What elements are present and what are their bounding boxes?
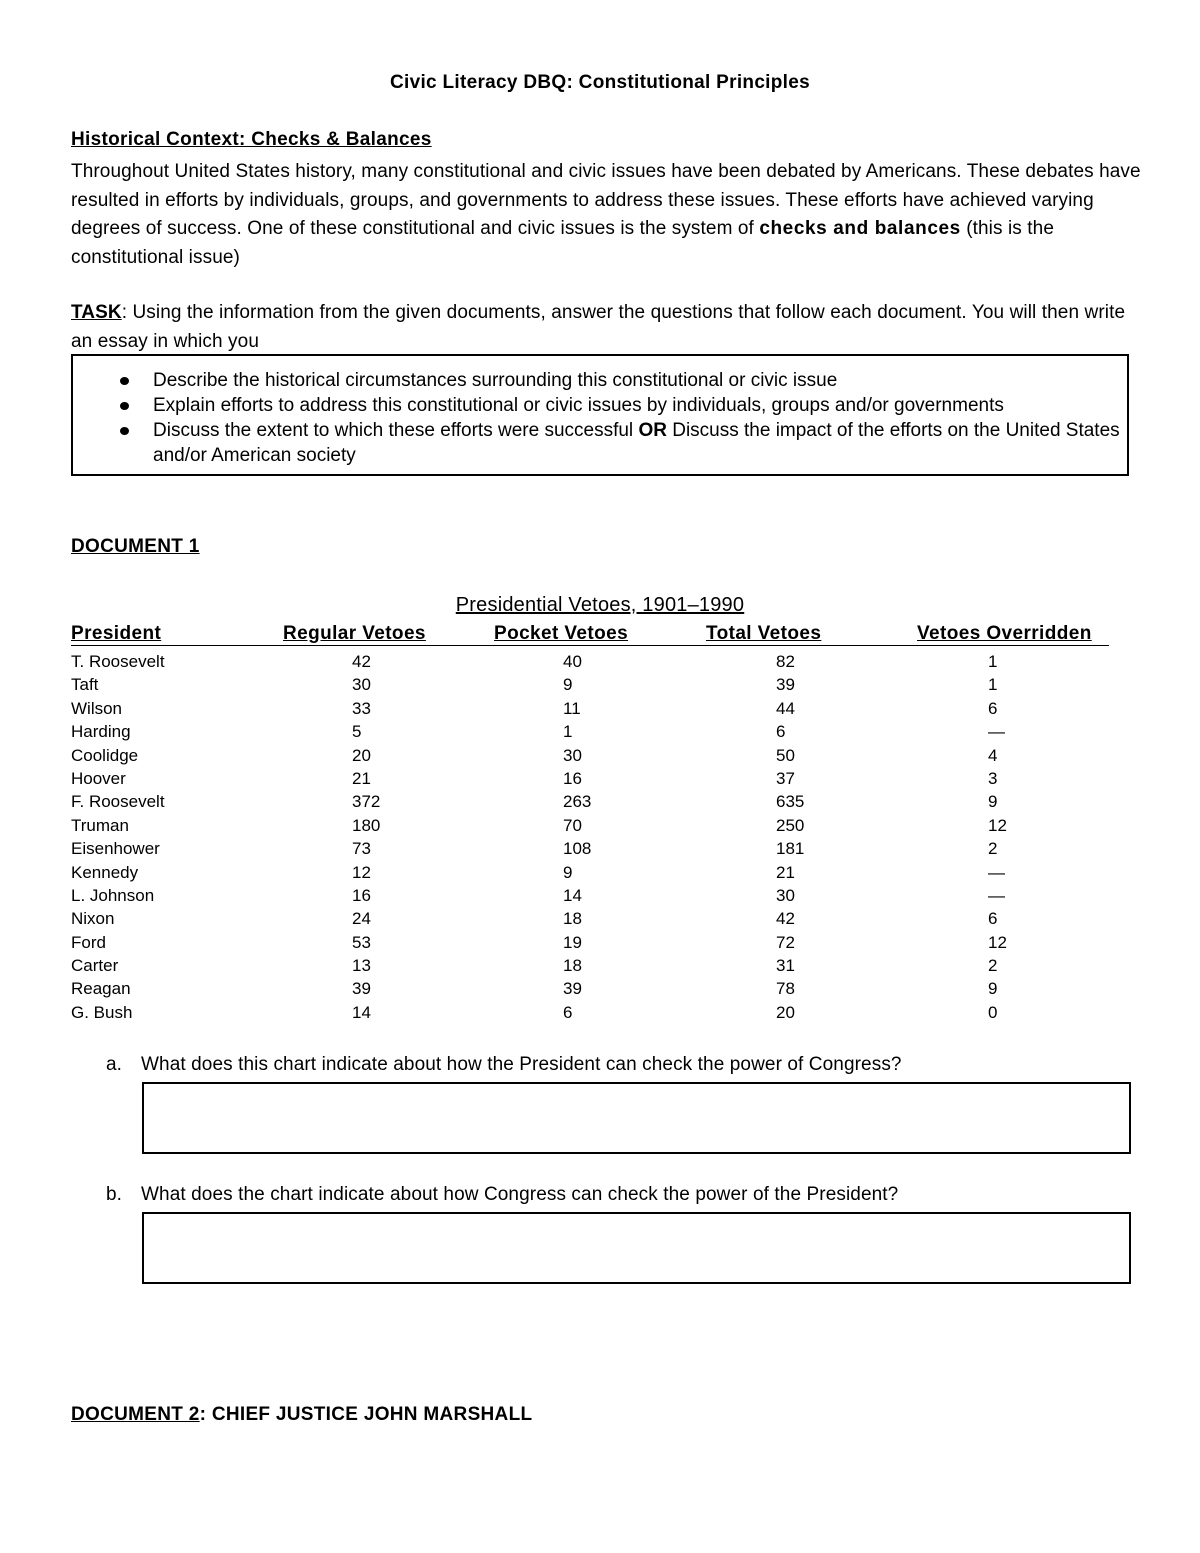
column-header-regular-vetoes: Regular Vetoes — [283, 623, 426, 644]
task-bullet-1-text: Describe the historical circumstances surrounding this constitutional or civic issue — [153, 370, 838, 391]
total-vetoes-cell: 37 — [776, 768, 795, 788]
table-row — [0, 1001, 1200, 1024]
question-b-text: What does the chart indicate about how Congress can check the power of the President? — [141, 1184, 899, 1205]
column-header-vetoes-overridden: Vetoes Overridden — [917, 623, 1092, 644]
total-vetoes-cell: 44 — [776, 698, 795, 718]
table-row — [0, 954, 1200, 977]
regular-vetoes-cell: 14 — [352, 1002, 371, 1022]
regular-vetoes-cell: 24 — [352, 909, 371, 929]
total-vetoes-cell: 31 — [776, 956, 795, 976]
president-cell: Carter — [71, 956, 119, 976]
vetoes-overridden-cell: — — [988, 722, 1005, 742]
table-title: Presidential Vetoes, 1901–1990 — [455, 594, 745, 616]
page-title: Civic Literacy DBQ: Constitutional Principles — [390, 72, 810, 93]
regular-vetoes-cell: 42 — [352, 652, 371, 671]
vetoes-overridden-cell: 12 — [988, 932, 1007, 952]
vetoes-overridden-cell: 12 — [988, 815, 1007, 835]
question-a-label: a. — [106, 1054, 123, 1075]
context-heading: Historical Context: Checks & Balances — [71, 129, 432, 150]
vetoes-overridden-cell: 3 — [988, 768, 998, 788]
document-2-heading — [71, 1404, 532, 1426]
president-cell: Taft — [71, 675, 99, 695]
president-cell: Harding — [71, 722, 131, 742]
total-vetoes-cell: 250 — [776, 815, 805, 835]
table-row — [0, 673, 1200, 696]
table-row — [0, 931, 1200, 954]
table-row — [0, 814, 1200, 837]
task-box — [71, 354, 1129, 476]
task-bullet-3-bold: OR — [638, 420, 667, 441]
pocket-vetoes-cell: 16 — [563, 768, 582, 788]
context-text-before: Throughout United States history, many constitutional and civic issues have been debated by Americans. These debates have resulted in efforts by individuals, groups, and governments to address these issues. These efforts have achieved varying degrees of success. One of these constitutional and civic issues is the system of — [71, 161, 1141, 239]
total-vetoes-cell: 181 — [776, 839, 805, 859]
vetoes-overridden-cell: 0 — [988, 1002, 998, 1022]
regular-vetoes-cell: 30 — [352, 675, 371, 695]
president-cell: Reagan — [71, 979, 131, 999]
president-cell: Hoover — [71, 768, 126, 788]
document-1-heading: DOCUMENT 1 — [71, 536, 200, 557]
pocket-vetoes-cell: 70 — [563, 815, 582, 835]
pocket-vetoes-cell: 108 — [563, 839, 592, 859]
table-row — [0, 861, 1200, 884]
president-cell: F. Roosevelt — [71, 792, 165, 812]
vetoes-overridden-cell: 4 — [988, 745, 998, 765]
pocket-vetoes-cell: 40 — [563, 652, 582, 671]
document-2-title: : CHIEF JUSTICE JOHN MARSHALL — [199, 1404, 533, 1425]
president-cell: Kennedy — [71, 862, 139, 882]
vetoes-overridden-cell: 1 — [988, 652, 998, 671]
president-cell: Eisenhower — [71, 839, 160, 859]
pocket-vetoes-cell: 19 — [563, 932, 582, 952]
table-row — [0, 767, 1200, 790]
pocket-vetoes-cell: 14 — [563, 885, 582, 905]
bullet-icon — [120, 427, 129, 435]
regular-vetoes-cell: 372 — [352, 792, 381, 812]
task-bullet-2-text: Explain efforts to address this constitutional or civic issues by individuals, groups and/or governments — [153, 395, 1004, 416]
president-cell: T. Roosevelt — [71, 652, 165, 671]
regular-vetoes-cell: 33 — [352, 698, 371, 718]
table-row — [0, 720, 1200, 743]
column-header-president: President — [71, 623, 162, 644]
vetoes-overridden-cell: 2 — [988, 956, 998, 976]
regular-vetoes-cell: 12 — [352, 862, 371, 882]
president-cell: Truman — [71, 815, 129, 835]
table-row — [0, 650, 1200, 673]
regular-vetoes-cell: 73 — [352, 839, 371, 859]
answer-box-b[interactable] — [142, 1212, 1131, 1284]
president-cell: Nixon — [71, 909, 115, 929]
vetoes-overridden-cell: 9 — [988, 792, 998, 812]
table-row — [0, 697, 1200, 720]
task-bullet-3-text-before: Discuss the extent to which these efforts were successful — [153, 420, 639, 441]
vetoes-overridden-cell: 1 — [988, 675, 998, 695]
total-vetoes-cell: 82 — [776, 652, 795, 671]
total-vetoes-cell: 78 — [776, 979, 795, 999]
header-rule — [71, 645, 1109, 646]
task-text: : Using the information from the given documents, answer the questions that follow each document. You will then write an essay in which you — [71, 302, 1126, 352]
pocket-vetoes-cell: 9 — [563, 675, 573, 695]
table-row — [0, 744, 1200, 767]
total-vetoes-cell: 72 — [776, 932, 795, 952]
table-row — [0, 837, 1200, 860]
regular-vetoes-cell: 13 — [352, 956, 371, 976]
regular-vetoes-cell: 20 — [352, 745, 371, 765]
task-paragraph — [71, 298, 1151, 356]
question-a — [106, 1054, 902, 1076]
question-a-text: What does this chart indicate about how the President can check the power of Congress? — [141, 1054, 902, 1075]
vetoes-overridden-cell: 2 — [988, 839, 998, 859]
regular-vetoes-cell: 53 — [352, 932, 371, 952]
total-vetoes-cell: 39 — [776, 675, 795, 695]
context-bold-term: checks and balances — [759, 218, 961, 239]
total-vetoes-cell: 635 — [776, 792, 805, 812]
bullet-icon — [120, 402, 129, 410]
pocket-vetoes-cell: 6 — [563, 1002, 573, 1022]
total-vetoes-cell: 20 — [776, 1002, 795, 1022]
table-row — [0, 884, 1200, 907]
table-row — [0, 907, 1200, 930]
president-cell: L. Johnson — [71, 885, 155, 905]
task-bullet-3 — [73, 418, 1133, 468]
regular-vetoes-cell: 16 — [352, 885, 371, 905]
task-label: TASK — [71, 302, 122, 323]
context-paragraph — [71, 158, 1141, 272]
vetoes-overridden-cell: 6 — [988, 698, 998, 718]
regular-vetoes-cell: 5 — [352, 722, 362, 742]
total-vetoes-cell: 30 — [776, 885, 795, 905]
pocket-vetoes-cell: 18 — [563, 956, 582, 976]
pocket-vetoes-cell: 1 — [563, 722, 573, 742]
column-header-total-vetoes: Total Vetoes — [706, 623, 822, 644]
pocket-vetoes-cell: 263 — [563, 792, 592, 812]
task-bullet-3-text-after: Discuss the impact of the efforts on the United States and/or American society — [153, 420, 1120, 466]
president-cell: G. Bush — [71, 1002, 133, 1022]
answer-box-a[interactable] — [142, 1082, 1131, 1154]
pocket-vetoes-cell: 30 — [563, 745, 582, 765]
vetoes-overridden-cell: — — [988, 885, 1005, 905]
table-row — [0, 790, 1200, 813]
pocket-vetoes-cell: 9 — [563, 862, 573, 882]
task-bullet-2 — [73, 393, 1133, 418]
regular-vetoes-cell: 39 — [352, 979, 371, 999]
question-b-label: b. — [106, 1184, 123, 1205]
total-vetoes-cell: 6 — [776, 722, 786, 742]
question-b — [106, 1184, 899, 1206]
regular-vetoes-cell: 180 — [352, 815, 381, 835]
total-vetoes-cell: 50 — [776, 745, 795, 765]
context-text-after: (this is the constitutional issue) — [71, 218, 1054, 268]
president-cell: Wilson — [71, 698, 123, 718]
pocket-vetoes-cell: 18 — [563, 909, 582, 929]
task-bullet-1 — [73, 368, 1133, 393]
bullet-icon — [120, 377, 129, 385]
task-bullet-list — [73, 368, 1133, 468]
pocket-vetoes-cell: 11 — [563, 698, 581, 718]
regular-vetoes-cell: 21 — [352, 768, 371, 788]
vetoes-overridden-cell: — — [988, 862, 1005, 882]
pocket-vetoes-cell: 39 — [563, 979, 582, 999]
table-row — [0, 977, 1200, 1000]
vetoes-overridden-cell: 6 — [988, 909, 998, 929]
document-2-label: DOCUMENT 2 — [71, 1404, 200, 1425]
total-vetoes-cell: 21 — [776, 862, 795, 882]
president-cell: Ford — [71, 932, 106, 952]
vetoes-overridden-cell: 9 — [988, 979, 998, 999]
president-cell: Coolidge — [71, 745, 139, 765]
total-vetoes-cell: 42 — [776, 909, 795, 929]
column-header-pocket-vetoes: Pocket Vetoes — [494, 623, 629, 644]
veto-table-body — [0, 650, 1200, 1024]
